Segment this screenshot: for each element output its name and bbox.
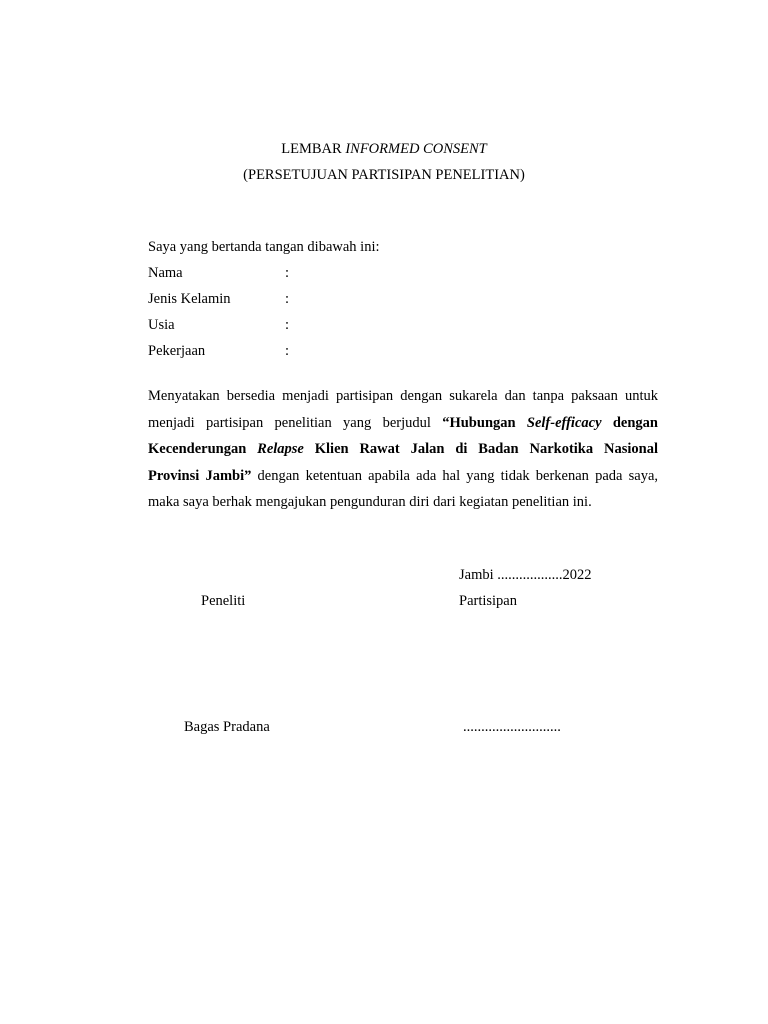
- field-label: Nama: [148, 265, 183, 281]
- research-title-italic: Self-efficacy: [526, 414, 602, 431]
- research-title-part: Kecenderungan: [148, 441, 258, 457]
- signature-date: Jambi ..................2022: [459, 567, 592, 583]
- title-plain: LEMBAR: [281, 141, 346, 157]
- title-block: [0, 136, 768, 188]
- research-title-part: Klien Rawat Jalan di Badan Narkotika Nasional: [303, 441, 658, 457]
- statement-line-3: [148, 436, 658, 463]
- statement-line-2: [148, 410, 658, 437]
- participant-role: Partisipan: [459, 593, 517, 609]
- field-row-pekerjaan: [148, 338, 448, 364]
- statement-text: menjadi partisipan penelitian yang berjudul: [148, 414, 443, 431]
- field-label: Jenis Kelamin: [148, 291, 231, 307]
- researcher-role: Peneliti: [201, 593, 246, 609]
- field-row-jenis-kelamin: [148, 286, 448, 312]
- consent-statement: [148, 383, 658, 516]
- field-colon: :: [285, 265, 290, 281]
- field-label: Pekerjaan: [148, 343, 206, 359]
- document-subtitle: (PERSETUJUAN PARTISIPAN PENELITIAN): [243, 167, 525, 183]
- participant-fields: [148, 260, 448, 364]
- document-title: [0, 136, 768, 162]
- field-colon: :: [285, 291, 290, 307]
- research-title-part: dengan: [601, 414, 658, 431]
- title-italic: INFORMED CONSENT: [345, 141, 487, 157]
- intro-text: Saya yang bertanda tangan dibawah ini:: [148, 239, 380, 255]
- research-title-italic: Relapse: [257, 441, 304, 457]
- statement-text: dengan ketentuan apabila ada hal yang tidak berkenan pada saya,: [251, 467, 659, 484]
- field-colon: :: [285, 317, 290, 333]
- statement-line-1: Menyatakan bersedia menjadi partisipan dengan sukarela dan tanpa paksaan untuk: [148, 388, 658, 404]
- researcher-name: Bagas Pradana: [184, 719, 270, 735]
- field-row-usia: [148, 312, 448, 338]
- field-colon: :: [285, 343, 290, 359]
- statement-line-5: maka saya berhak mengajukan pengunduran diri dari kegiatan penelitian ini.: [148, 494, 592, 510]
- research-title-part: “Hubungan: [442, 414, 527, 431]
- research-title-part: [527, 415, 602, 431]
- statement-line-4: [148, 463, 658, 490]
- field-row-nama: [148, 260, 448, 286]
- research-title-part: Provinsi Jambi”: [148, 467, 252, 484]
- field-label: Usia: [148, 317, 175, 333]
- research-title-part: [257, 441, 304, 457]
- participant-name-line: ...........................: [463, 719, 561, 735]
